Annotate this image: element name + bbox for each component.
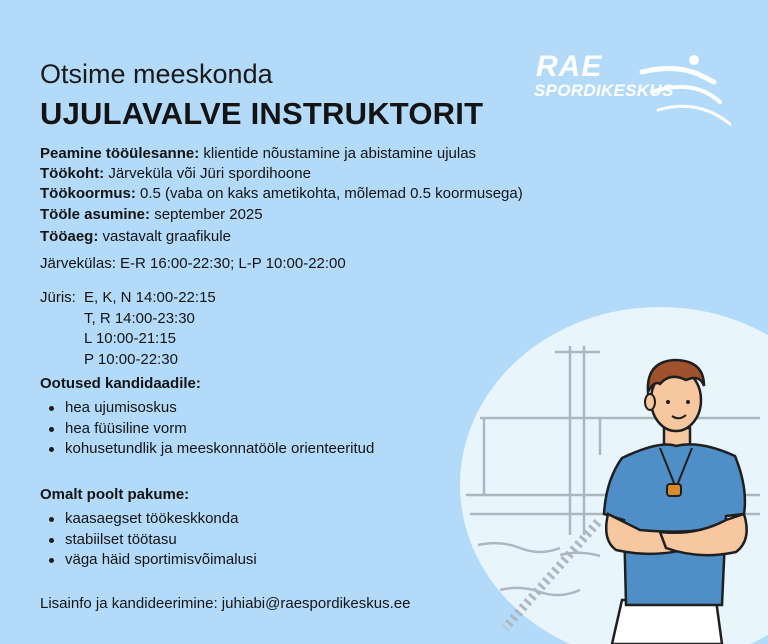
expectations-heading: Ootused kandidaadile:: [40, 375, 201, 392]
pre-title: Otsime meeskonda: [40, 59, 273, 89]
offer-list: [40, 509, 257, 571]
logo-text-spordikeskus: SPORDIKESKUS: [534, 81, 674, 100]
detail-workplace: [40, 164, 311, 184]
schedule-juri-line: P 10:00-22:30: [84, 351, 178, 368]
job-title: UJULAVALVE INSTRUKTORIT: [40, 96, 484, 131]
list-item: hea füüsiline vorm: [40, 419, 374, 440]
rae-spordikeskus-logo: [534, 50, 734, 130]
detail-main-task: [40, 144, 476, 164]
detail-start-date: [40, 205, 263, 225]
detail-value: september 2025: [154, 206, 263, 223]
detail-label: Tööle asumine:: [40, 206, 151, 223]
detail-value: 0.5 (vaba on kaks ametikohta, mõlemad 0.5 koormusega): [140, 185, 523, 202]
contact-info: Lisainfo ja kandideerimine: juhiabi@raespordikeskus.ee: [40, 595, 411, 612]
list-item: väga häid sportimisvõimalusi: [40, 550, 257, 571]
detail-workload: [40, 184, 523, 204]
detail-label: Peamine tööülesanne:: [40, 145, 200, 162]
schedule-juri-line: L 10:00-21:15: [84, 330, 177, 347]
whistle-icon: [667, 484, 681, 496]
expectations-list: [40, 398, 374, 460]
list-item: kohusetundlik ja meeskonnatööle orienteeritud: [40, 439, 374, 460]
logo-text-rae: RAE: [536, 50, 603, 83]
detail-working-time: [40, 227, 231, 247]
schedule-juri-prefix: Jüris:: [40, 289, 76, 306]
detail-value: vastavalt graafikule: [102, 228, 231, 245]
offer-heading: Omalt poolt pakume:: [40, 486, 190, 503]
detail-label: Töökoormus:: [40, 185, 136, 202]
detail-value: klientide nõustamine ja abistamine ujulas: [203, 145, 477, 162]
schedule-jarvekula: Järvekülas: E-R 16:00-22:30; L-P 10:00-22:00: [40, 255, 346, 272]
list-item: kaasaegset töökeskkonda: [40, 509, 257, 530]
detail-label: Töökoht:: [40, 165, 105, 182]
schedule-juri-line: T, R 14:00-23:30: [84, 310, 195, 327]
list-item: stabiilset töötasu: [40, 530, 257, 551]
list-item: hea ujumisoskus: [40, 398, 374, 419]
schedule-juri-line: E, K, N 14:00-22:15: [84, 289, 216, 306]
swimmer-logo-icon: [634, 52, 734, 126]
detail-value: Järveküla või Jüri spordihoone: [108, 165, 311, 182]
detail-label: Tööaeg:: [40, 228, 99, 245]
